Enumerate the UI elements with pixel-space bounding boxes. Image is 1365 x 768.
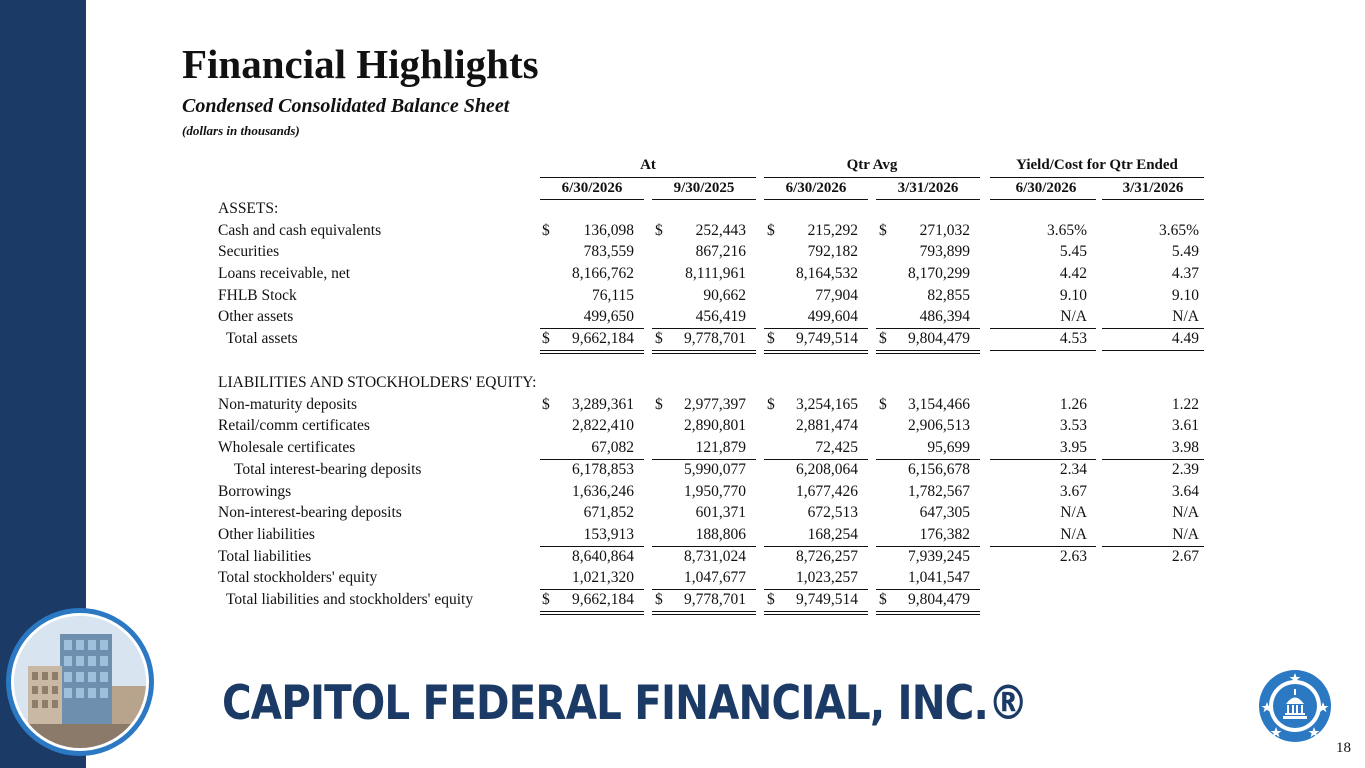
table-cell: 8,111,961 [685,265,746,282]
currency-symbol: $ [767,396,775,413]
table-cell: 4.37 [1171,265,1199,282]
currency-symbol: $ [655,222,663,239]
table-cell: 8,170,299 [908,265,970,282]
total-rule [764,459,868,460]
header-group-qtr-avg: Qtr Avg [846,157,898,173]
table-cell: 8,726,257 [796,548,858,565]
table-cell: 188,806 [695,526,746,543]
row-label: Loans receivable, net [218,265,351,282]
table-cell: 9,662,184 [572,330,634,347]
col-header: 6/30/2026 [1015,180,1077,196]
total-rule [990,546,1096,547]
currency-symbol: $ [655,396,663,413]
table-cell: 67,082 [591,439,634,456]
page-title: Financial Highlights [182,41,539,87]
currency-symbol: $ [879,222,887,239]
table-cell: 793,899 [919,243,970,260]
row-label: Non-interest-bearing deposits [218,504,402,521]
table-cell: 3.98 [1171,439,1199,456]
table-cell: 1,047,677 [684,569,746,586]
row-label: Securities [218,243,280,260]
col-header: 3/31/2026 [1122,180,1184,196]
table-cell: N/A [1172,504,1199,521]
table-row [0,483,1365,504]
table-cell: N/A [1060,504,1087,521]
total-rule [540,353,644,354]
table-cell: 1,782,567 [908,483,970,500]
table-cell: 176,382 [919,526,970,543]
total-rule [990,328,1096,329]
total-rule [876,328,980,329]
table-cell: 3.64 [1171,483,1199,500]
total-rule [652,350,756,351]
row-label: LIABILITIES AND STOCKHOLDERS' EQUITY: [218,374,537,391]
total-rule [876,589,980,590]
table-cell: 2.34 [1059,461,1087,478]
total-rule [990,459,1096,460]
table-cell: 252,443 [695,222,746,239]
total-rule [540,546,644,547]
table-cell: N/A [1060,526,1087,543]
table-cell: 82,855 [927,287,970,304]
currency-symbol: $ [879,591,887,608]
table-cell: 1,950,770 [684,483,746,500]
table-row [0,308,1365,329]
table-cell: 601,371 [695,504,746,521]
table-row [0,548,1365,569]
total-rule [540,614,644,615]
table-cell: 647,305 [919,504,970,521]
currency-symbol: $ [879,396,887,413]
table-cell: 1,636,246 [572,483,634,500]
table-cell: 121,879 [695,439,746,456]
currency-symbol: $ [655,330,663,347]
table-cell: 1.26 [1059,396,1087,413]
row-label: Total assets [226,330,298,347]
table-cell: 2,881,474 [796,417,858,434]
table-cell: 499,604 [807,308,858,325]
total-rule [540,611,644,612]
table-cell: 3,254,165 [796,396,858,413]
table-cell: 8,640,864 [572,548,634,565]
header-rule [764,177,980,178]
table-cell: 499,650 [583,308,634,325]
table-cell: 90,662 [703,287,746,304]
table-cell: 5.45 [1059,243,1087,260]
table-cell: 3.65% [1046,222,1087,239]
row-label: Total stockholders' equity [218,569,378,586]
page-subtitle: Condensed Consolidated Balance Sheet [182,95,510,117]
currency-symbol: $ [542,396,550,413]
page-number: 18 [1336,740,1351,756]
total-rule [1102,350,1204,351]
table-cell: 215,292 [807,222,858,239]
table-cell: 4.42 [1059,265,1087,282]
currency-symbol: $ [879,330,887,347]
table-cell: 7,939,245 [908,548,970,565]
total-rule [540,459,644,460]
header-group-at: At [640,157,656,173]
units-note: (dollars in thousands) [182,123,300,138]
table-cell: 168,254 [807,526,858,543]
table-row [0,330,1365,351]
table-cell: 456,419 [695,308,746,325]
table-cell: 5,990,077 [684,461,746,478]
row-label: Total liabilities and stockholders' equity [226,591,474,608]
col-header: 3/31/2026 [897,180,959,196]
table-cell: 2,822,410 [572,417,634,434]
table-row [0,439,1365,460]
table-cell: 8,164,532 [796,265,858,282]
table-cell: 9,778,701 [684,330,746,347]
row-label: Other assets [218,308,294,325]
table-cell: 1,677,426 [796,483,858,500]
total-rule [652,459,756,460]
table-cell: 153,913 [583,526,634,543]
table-cell: 5.49 [1171,243,1199,260]
total-rule [652,353,756,354]
building-icon [14,616,146,748]
total-rule [540,589,644,590]
table-row [0,504,1365,525]
total-rule [876,350,980,351]
header-rule [990,177,1204,178]
total-rule [764,328,868,329]
table-cell: 9,804,479 [908,330,970,347]
table-cell: 1,023,257 [796,569,858,586]
table-cell: 95,699 [927,439,970,456]
table-cell: 3.95 [1059,439,1087,456]
total-rule [876,459,980,460]
table-cell: 2,977,397 [684,396,746,413]
table-cell: N/A [1172,526,1199,543]
table-cell: 2.67 [1171,548,1199,565]
row-label: Total liabilities [218,548,312,565]
col-header: 6/30/2026 [785,180,847,196]
currency-symbol: $ [767,591,775,608]
table-cell: 2.63 [1059,548,1087,565]
total-rule [1102,328,1204,329]
total-rule [652,546,756,547]
table-cell: 6,156,678 [908,461,970,478]
table-cell: 136,098 [583,222,634,239]
table-row [0,265,1365,286]
total-rule [540,328,644,329]
table-cell: 3.67 [1059,483,1087,500]
table-cell: 3.65% [1158,222,1199,239]
table-cell: 3,289,361 [572,396,634,413]
table-cell: 6,178,853 [572,461,634,478]
table-cell: 9,749,514 [796,330,858,347]
table-cell: 1,041,547 [908,569,970,586]
table-cell: 6,208,064 [796,461,858,478]
currency-symbol: $ [542,330,550,347]
header-group-yield-cost: Yield/Cost for Qtr Ended [1016,157,1178,173]
table-cell: 4.49 [1171,330,1199,347]
total-rule [1102,546,1204,547]
currency-symbol: $ [767,330,775,347]
table-row [0,461,1365,482]
building-photo [6,608,154,756]
table-row [0,417,1365,438]
col-header: 6/30/2026 [561,180,623,196]
table-cell: 4.53 [1059,330,1087,347]
row-label: Other liabilities [218,526,315,543]
total-rule [990,350,1096,351]
total-rule [652,589,756,590]
table-cell: 9.10 [1171,287,1199,304]
table-row [0,526,1365,547]
table-row [0,569,1365,590]
table-row [0,287,1365,308]
table-cell: 271,032 [919,222,970,239]
header-rule [540,177,756,178]
row-label: Wholesale certificates [218,439,356,456]
row-label: Total interest-bearing deposits [234,461,422,478]
table-cell: 76,115 [591,287,634,304]
table-cell: 867,216 [695,243,746,260]
capitol-seal-icon [1258,669,1332,743]
total-rule [1102,459,1204,460]
table-row [0,591,1365,612]
currency-symbol: $ [767,222,775,239]
total-rule [764,614,868,615]
currency-symbol: $ [542,591,550,608]
row-label: Cash and cash equivalents [218,222,382,239]
currency-symbol: $ [542,222,550,239]
table-cell: N/A [1172,308,1199,325]
table-row [0,243,1365,264]
total-rule [652,328,756,329]
table-cell: 671,852 [583,504,634,521]
row-label: Non-maturity deposits [218,396,358,413]
col-header: 9/30/2025 [673,180,735,196]
total-rule [876,614,980,615]
table-cell: 77,904 [815,287,858,304]
table-cell: 3.53 [1059,417,1087,434]
table-cell: 1,021,320 [572,569,634,586]
table-cell: 9,804,479 [908,591,970,608]
row-label: Borrowings [218,483,292,500]
table-row [0,222,1365,243]
total-rule [876,353,980,354]
table-cell: 9,778,701 [684,591,746,608]
table-cell: N/A [1060,308,1087,325]
table-cell: 1.22 [1171,396,1199,413]
table-cell: 2,906,513 [908,417,970,434]
total-rule [652,611,756,612]
brand-wordmark: CAPITOL FEDERAL FINANCIAL, INC.® [222,676,1028,731]
table-cell: 9.10 [1059,287,1087,304]
table-cell: 486,394 [919,308,970,325]
table-cell: 3.61 [1171,417,1199,434]
table-cell: 3,154,466 [908,396,970,413]
table-cell: 8,166,762 [572,265,634,282]
total-rule [876,546,980,547]
table-cell: 783,559 [583,243,634,260]
table-cell: 72,425 [815,439,858,456]
table-cell: 2,890,801 [684,417,746,434]
table-row [0,374,1365,395]
row-label: Retail/comm certificates [218,417,370,434]
table-cell: 792,182 [807,243,858,260]
total-rule [540,350,644,351]
total-rule [764,546,868,547]
total-rule [876,611,980,612]
table-cell: 9,662,184 [572,591,634,608]
total-rule [764,353,868,354]
table-cell: 8,731,024 [684,548,746,565]
table-cell: 2.39 [1171,461,1199,478]
total-rule [764,589,868,590]
total-rule [764,350,868,351]
table-row [0,396,1365,417]
table-cell: 9,749,514 [796,591,858,608]
total-rule [652,614,756,615]
currency-symbol: $ [655,591,663,608]
row-label: ASSETS: [218,200,279,217]
total-rule [764,611,868,612]
row-label: FHLB Stock [218,287,297,304]
table-row [0,200,1365,221]
table-cell: 672,513 [807,504,858,521]
